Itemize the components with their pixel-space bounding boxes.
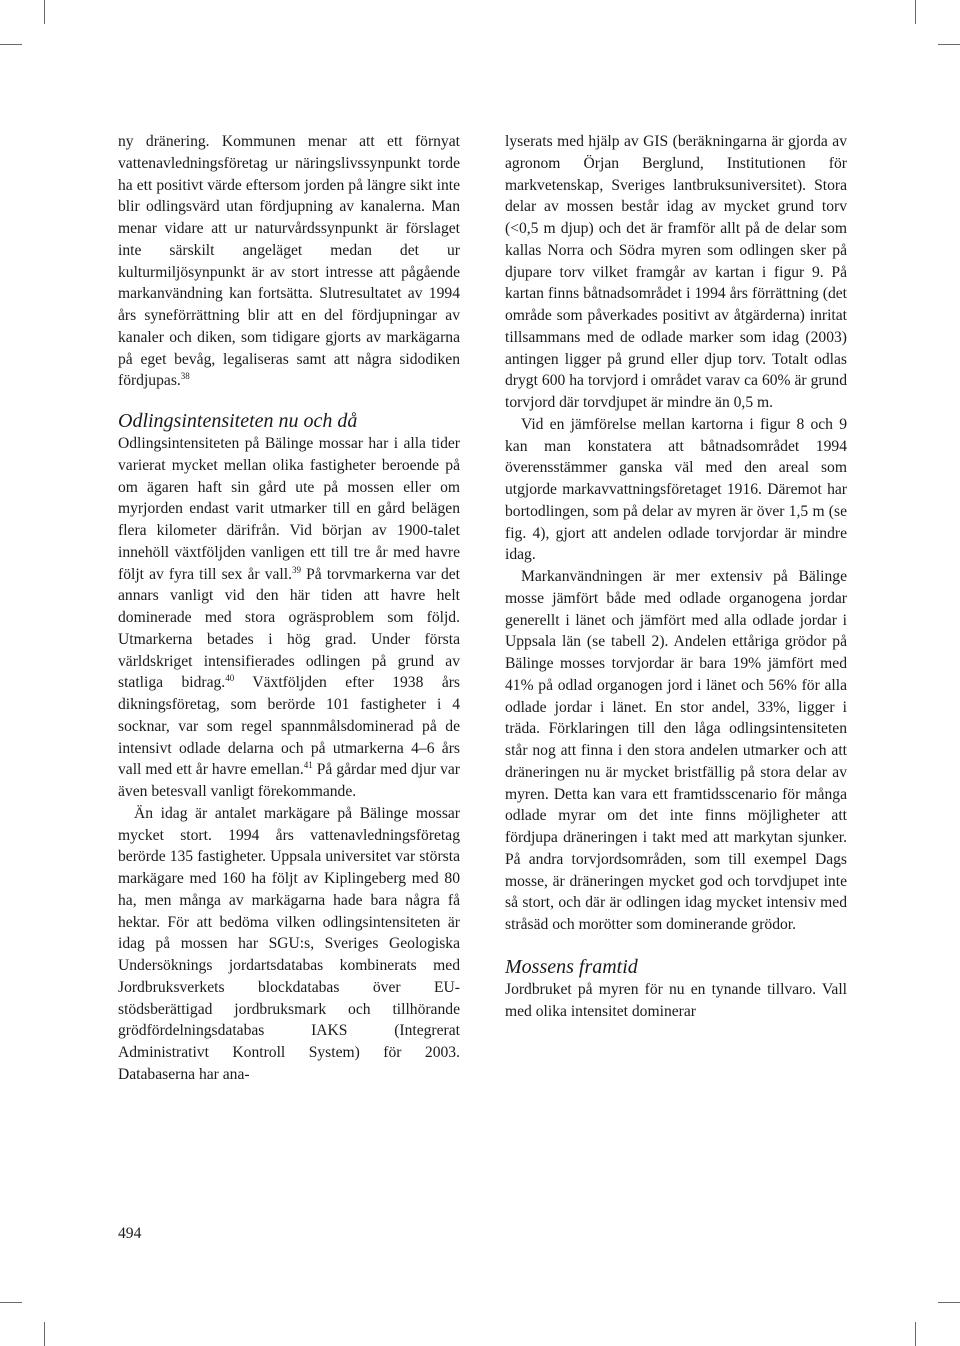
right-column	[505, 131, 847, 1022]
paragraph-text: På torvmarkerna var det annars vanligt vid den här tiden att havre helt dominerade med stora ogräsproblem som följd. Utmarkerna betades i hög grad. Under första världskriget intensifierades odlingen på grund av statliga bidrag.	[118, 565, 460, 692]
paragraph	[118, 131, 460, 392]
paragraph	[118, 433, 460, 803]
crop-mark-right-top	[938, 44, 960, 45]
crop-mark-left-bottom	[0, 1302, 22, 1303]
paragraph-text: På gårdar med djur var även betesvall vanligt förekommande.	[118, 761, 460, 800]
section-heading: Odlingsintensiteten nu och då	[118, 410, 358, 432]
page-number: 494	[118, 1225, 142, 1242]
crop-mark-right-bottom	[938, 1302, 960, 1303]
footnote-ref[interactable]: 40	[225, 673, 235, 684]
left-column	[118, 131, 460, 1086]
paragraph: Vid en jämförelse mellan kartorna i figur 8 och 9 kan man konstatera att båtnadsområdet 1994 överensstämmer ganska väl med den areal som utgjorde markavvattningsföretaget 1916. Däremot har bortodlingen, som på delar av myren är över 1,5 m (se fig. 4), gjort att andelen odlade torvjordar är mindre idag.	[505, 415, 847, 564]
crop-mark-top-left	[44, 0, 45, 24]
crop-mark-bottom-left	[44, 1322, 45, 1346]
paragraph-text: Växtföljden efter 1938 års dikningsföretag, som berörde 101 fastigheter i 4 socknar, var som regel spannmålsdominerad på de intensivt odlade delarna och på utmarkerna 4–6 års vall med ett år havre emellan.	[118, 674, 461, 779]
footnote-ref[interactable]: 39	[292, 564, 301, 575]
paragraph-text: ny dränering. Kommunen menar att ett förnyat vattenavledningsföretag ur näringslivssynpunkt torde ha ett positivt värde eftersom jorden på längre sikt inte blir odlingsvärd utan fördjupning av kanalerna. Man menar vidare att ur naturvårdssynpunkt är förslaget inte särskilt angeläget medan det ur kulturmiljösynpunkt är av stort intresse att pågående markanvändning kan fortsätta. Slutresultatet av 1994 års syneförrättning blir att en del fördjupningar av kanaler och diken, som tidigare gjorts av markägarna på eget bevåg, legaliseras samt att några sidodiken fördjupas.	[118, 133, 460, 390]
paragraph: lyserats med hjälp av GIS (beräkningarna är gjorda av agronom Örjan Berglund, Institutionen för markvetenskap, Sveriges lantbruksuniversitet). Stora delar av mossen består idag av mycket grund torv (<0,5 m djup) och det är framför allt på de delar som kallas Norra och Södra myren som odlingen sker på djupare torv vilket framgår av kartan i figur 9. På kartan finns båtnadsområdet i 1994 års förrättning (det område som påverkades positivt av åtgärderna) inritat tillsammans med de odlade marker som idag (2003) antingen ligger på grund eller djup torv. Totalt odlas drygt 600 ha torvjord i området varav ca 60% är grund torvjord där torvdjupet är mindre än 0,5 m.	[505, 133, 847, 411]
footnote-ref[interactable]: 41	[303, 760, 313, 771]
section-heading: Mossens framtid	[505, 955, 638, 978]
crop-mark-left-top	[0, 44, 22, 45]
paragraph-text: Odlingsintensiteten på Bälinge mossar har i alla tider varierat mycket mellan olika fastigheter beroende på om ägaren haft sin gård ute på mossen eller om myrjorden endast varit utmarker till en gård belägen flera kilometer därifrån. Vid början av 1900-talet innehöll växtföljden vanligen ett till tre år med havre följt av fyra till sex år vall.	[118, 435, 460, 583]
paragraph: Jordbruket på myren för nu en tynande tillvaro. Vall med olika intensitet dominerar	[505, 980, 847, 1020]
crop-mark-top-right	[915, 0, 916, 24]
paragraph: Markanvändningen är mer extensiv på Bälinge mosse jämfört både med odlade organogena jordar generellt i länet och jämfört med alla odlade jordar i Uppsala län (se tabell 2). Andelen ettåriga grödor på Bälinge mosses torvjordar är bara 19% jämfört med 41% på odlad organogen jord i länet och 56% för alla odlade jordar i länet. En stor andel, 33%, ligger i träda. Förklaringen till den låga odlingsintensiteten står nog att finna i den stora andelen utmarker och att dräneringen nu är mycket bristfällig på stora delar av myren. Detta kan vara ett framtidsscenario för många odlade myrar om det inte finns möjligheter att fördjupa dräneringen i takt med att markytan sjunker. På andra torvjordsområden, som till exempel Dags mosse, är dräneringen mycket god och torvdjupet inte så stort, och där är odlingen idag mycket intensiv med stråsäd och morötter som dominerande grödor.	[505, 568, 847, 933]
footnote-ref[interactable]: 38	[180, 371, 190, 382]
paragraph: Än idag är antalet markägare på Bälinge mossar mycket stort. 1994 års vattenavledningsföretag berörde 135 fastigheter. Uppsala universitet var största markägare med 160 ha följt av Kiplingeberg med 80 ha, men många av markägarna hade bara några få hektar. För att bedöma vilken odlingsintensiteten är idag på mossen har SGU:s, Sveriges Geologiska Undersöknings jordartsdatabas kombinerats med Jordbruksverkets blockdatabas över EU-stödsberättigad jordbruksmark och tillhörande grödfördelningsdatabas IAKS (Integrerat Administrativt Kontroll System) för 2003. Databaserna har ana-	[118, 804, 460, 1083]
crop-mark-bottom-right	[915, 1322, 916, 1346]
